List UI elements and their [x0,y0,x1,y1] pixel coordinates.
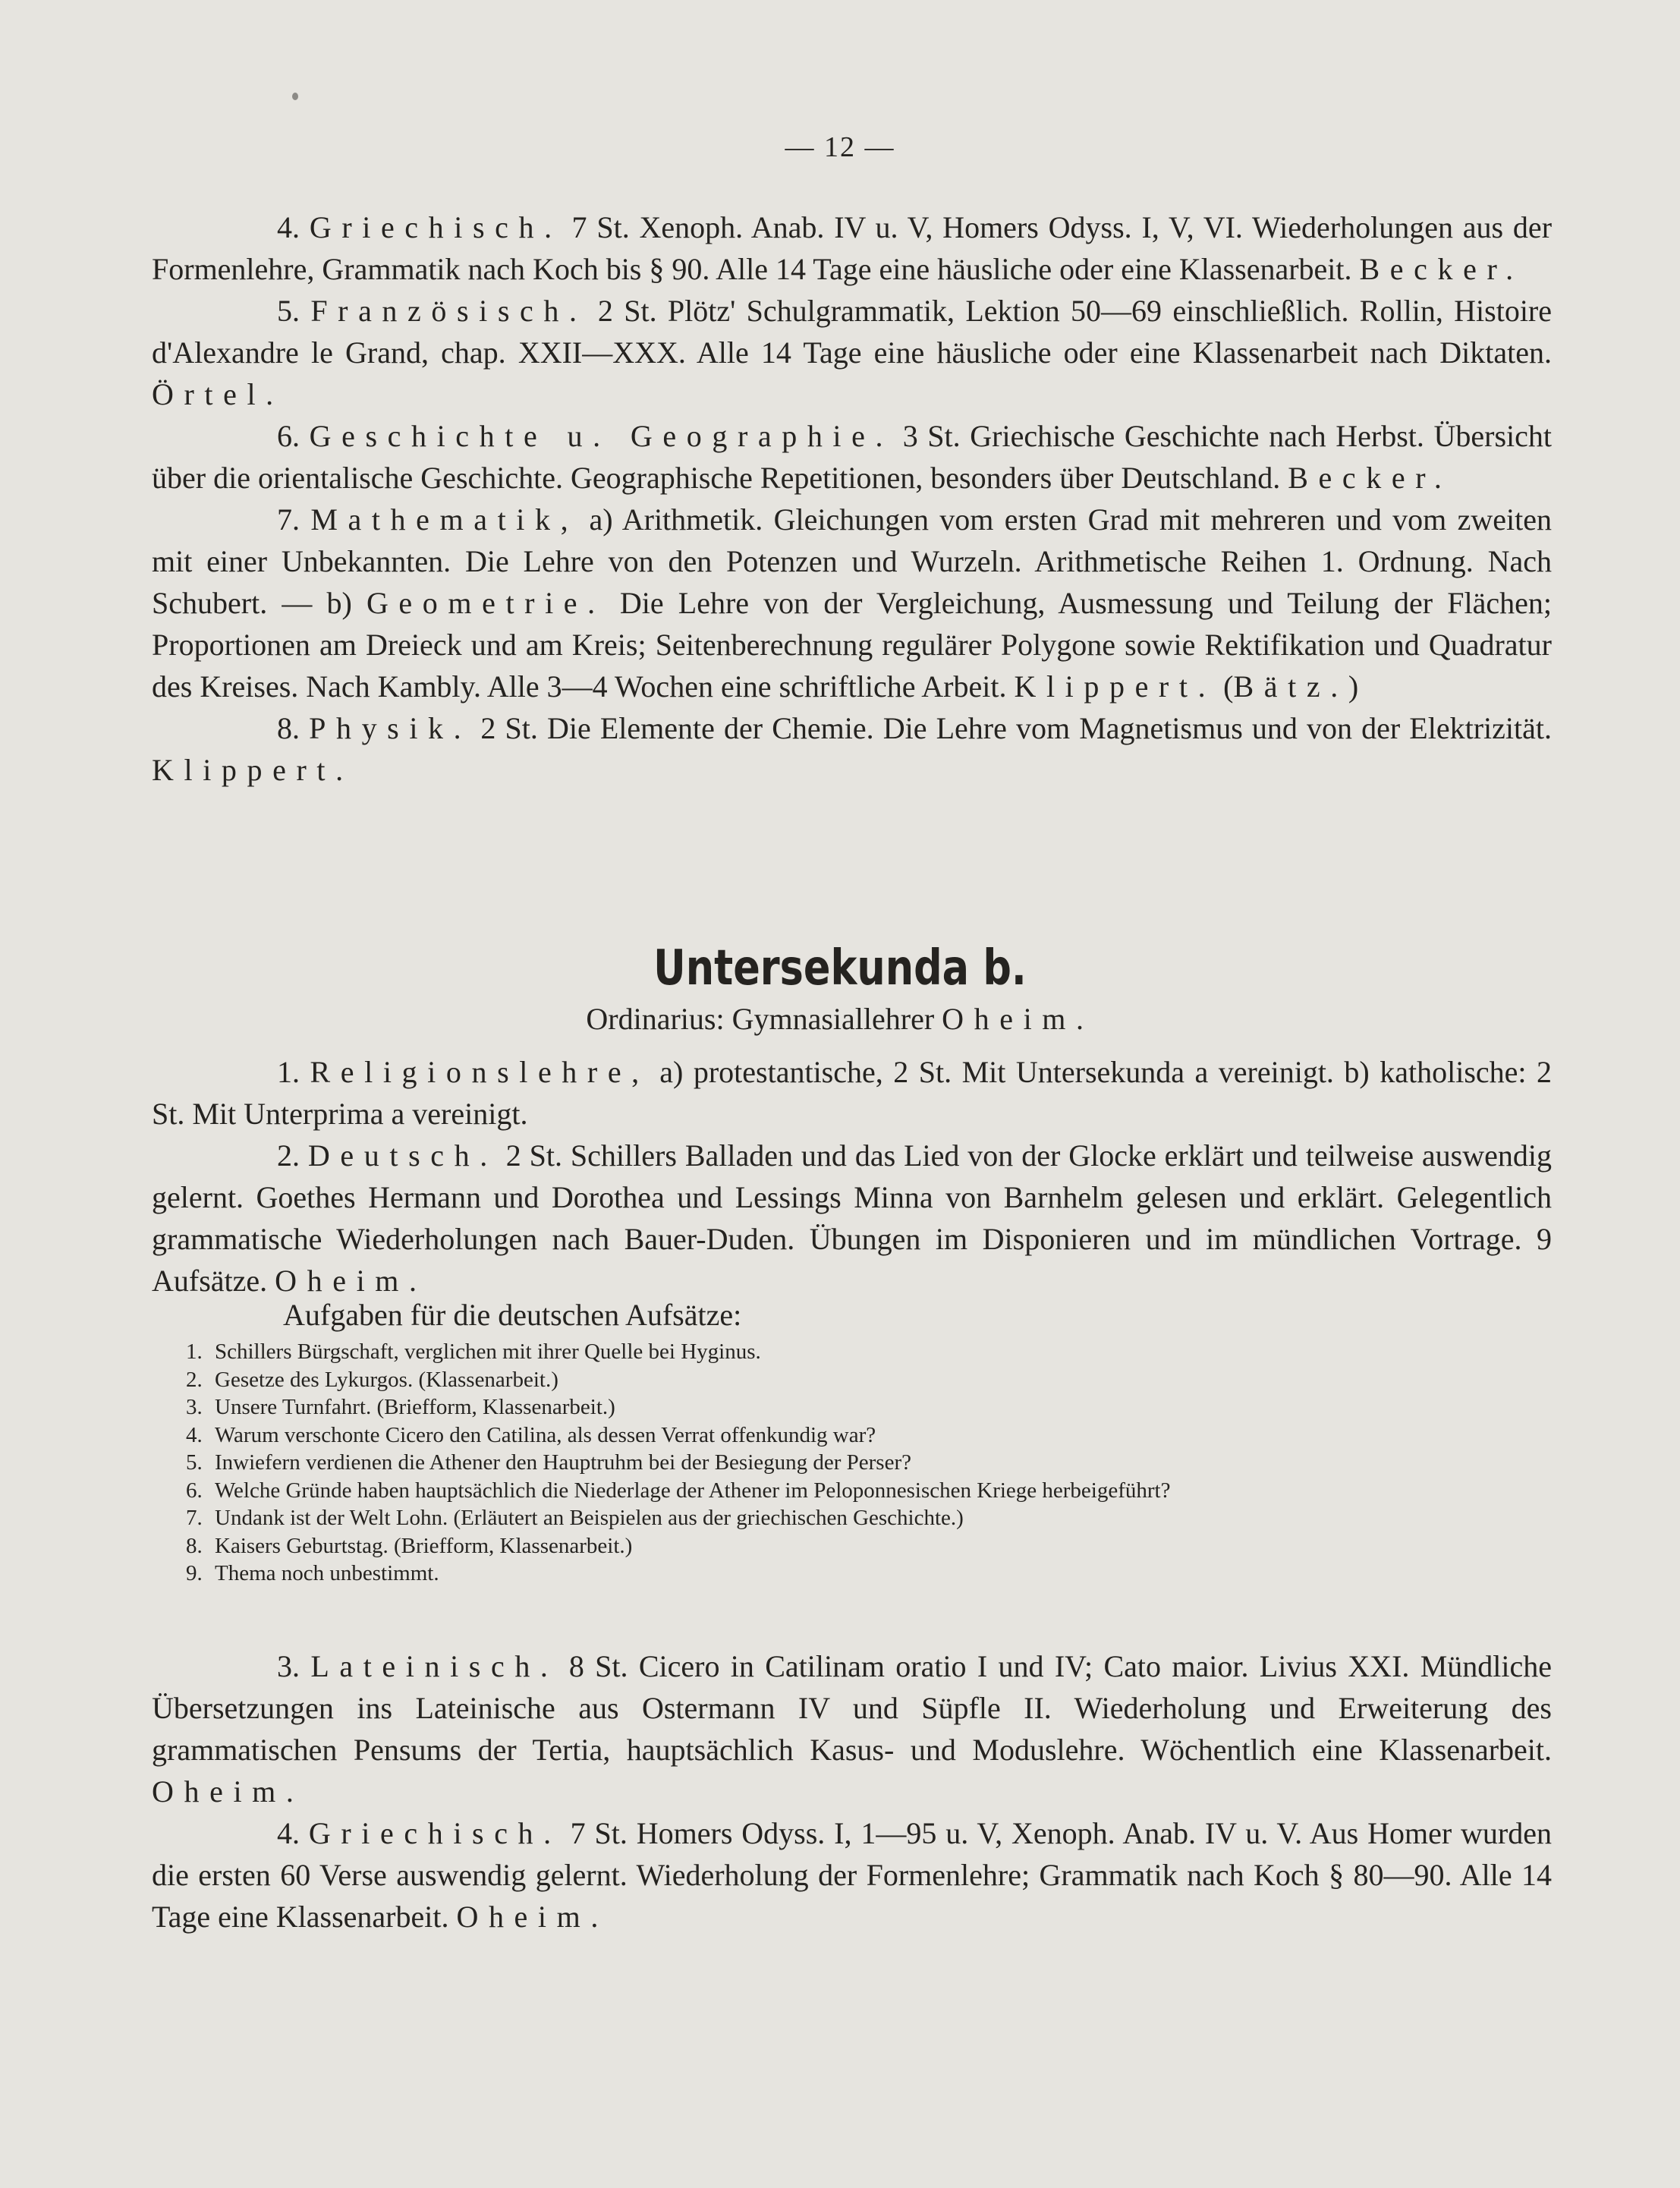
list-item: 3. Unsere Turnfahrt. (Briefform, Klassenarbeit.) [186,1395,615,1419]
subject-name: Griechisch. [309,210,562,244]
list-item: 6. Welche Gründe haben hauptsächlich die Niederlage der Athener im Peloponnesischen Kriege herbeigeführt? [186,1478,1171,1503]
essay-topics-list [186,1338,1575,1588]
list-item: 5. Inwiefern verdienen die Athener den Hauptruhm bei der Besiegung der Perser? [186,1450,911,1475]
list-item: 1. Schillers Bürgschaft, verglichen mit ihrer Quelle bei Hyginus. [186,1340,761,1364]
subject-name: Deutsch. [307,1138,498,1173]
list-item: 4. Warum verschonte Cicero den Catilina, als dessen Verrat offenkundig war? [186,1422,876,1447]
teacher-name: Oheim. [456,1900,609,1934]
subject-name: Französisch. [310,294,587,328]
subject-name: Physik. [309,711,472,745]
section-a [152,206,1552,791]
page-number: — 12 — [785,131,895,163]
section-b2 [152,1645,1552,1938]
list-item: 9. Thema noch unbestimmt. [186,1561,439,1585]
subject-name: Mathematik, [310,502,579,537]
list-item: 8. Kaisers Geburtstag. (Briefform, Klassenarbeit.) [186,1533,633,1558]
paragraph-physik: 8. Physik. 2 St. Die Elemente der Chemie. Die Lehre vom Magnetismus und von der Elektrizität. Klippert. [152,711,1552,787]
list-item: 2. Gesetze des Lykurgos. (Klassenarbeit.) [186,1367,558,1392]
print-speck [292,93,298,100]
paragraph-lateinisch: 3. Lateinisch. 8 St. Cicero in Catilinam oratio I und IV; Cato maior. Livius XXI. Mündliche Übersetzungen ins Lateinische aus Ostermann IV und Süpfle II. Wiederholung und Erweiterung des grammatischen Pensums der Tertia, hauptsächlich Kasus- und Moduslehre. Wöchentlich eine Klassenarbeit. Oheim. [152,1649,1553,1809]
list-item: 7. Undank ist der Welt Lohn. (Erläutert an Beispielen aus der griechischen Geschichte.) [186,1506,964,1530]
subject-name: Geometrie. [366,586,606,620]
teacher-name: Klippert. [1014,669,1216,704]
paragraph-mathematik: 7. Mathematik, a) Arithmetik. Gleichungen vom ersten Grad mit mehreren und vom zweiten mit einer Unbekannten. Die Lehre von den Potenzen und Wurzeln. Arithmetische Reihen 1. Ordnung. Nach Schubert. — b) Geometrie. Die Lehre von der Vergleichung, Ausmessung und Teilung der Flächen; Proportionen am Dreieck und am Kreis; Seitenberechnung regulärer Polygone sowie Rektifikation und Quadratur des Kreises. Nach Kambly. Alle 3—4 Wochen eine schriftliche Arbeit. Klippert. (Bätz.) [152,502,1553,704]
paragraph-griechisch-b: 4. Griechisch. 7 St. Homers Odyss. I, 1—95 u. V, Xenoph. Anab. IV u. V. Aus Homer wurden die ersten 60 Verse auswendig gelernt. Wiederholung der Formenlehre; Grammatik nach Koch § 80—90. Alle 14 Tage eine Klassenarbeit. Oheim. [152,1816,1553,1934]
teacher-name: Becker. [1288,461,1452,495]
teacher-name: Örtel. [152,377,284,411]
teacher-name: Oheim. [152,1774,304,1809]
teacher-name: Oheim. [275,1264,427,1298]
subject-name: Lateinisch. [310,1649,558,1683]
paragraph-geschichte: 6. Geschichte u. Geographie. 3 St. Griechische Geschichte nach Herbst. Übersicht über die orientalische Geschichte. Geographische Repetitionen, besonders über Deutschland. Becker. [152,419,1553,495]
essay-topics-heading: Aufgaben für die deutschen Aufsätze: [283,1298,742,1332]
section-b1 [152,1051,1552,1302]
teacher-name: Oheim. [942,1002,1094,1036]
paragraph-religionslehre: 1. Religionslehre, a) protestantische, 2 St. Mit Untersekunda a vereinigt. b) katholische: 2 St. Mit Unterprima a vereinigt. [152,1055,1553,1131]
subject-name: Griechisch. [308,1816,562,1850]
ordinarius-line: Ordinarius: Gymnasiallehrer Oheim. [586,1002,1094,1036]
subject-name: Religionslehre, [310,1055,650,1089]
paragraph-franzoesisch: 5. Französisch. 2 St. Plötz' Schulgrammatik, Lektion 50—69 einschließlich. Rollin, Histoire d'Alexandre le Grand, chap. XXII—XXX. Alle 14 Tage eine häusliche oder eine Klassenarbeit nach Diktaten. Örtel. [152,294,1553,411]
teacher-name: Bätz. [1233,669,1348,704]
paragraph-griechisch: 4. Griechisch. 7 St. Xenoph. Anab. IV u. V, Homers Odyss. I, V, VI. Wiederholungen aus der Formenlehre, Grammatik nach Koch bis § 90. Alle 14 Tage eine häusliche oder eine Klassenarbeit. Becker. [152,210,1553,286]
section-heading: Untersekunda b. [653,940,1027,996]
teacher-name: Klippert. [152,753,354,787]
paragraph-deutsch: 2. Deutsch. 2 St. Schillers Balladen und das Lied von der Glocke erklärt und teilweise auswendig gelernt. Goethes Hermann und Dorothea und Lessings Minna von Barnhelm gelesen und erklärt. Gelegentlich grammatische Wiederholungen nach Bauer-Duden. Übungen im Disponieren und im mündlichen Vortrage. 9 Aufsätze. Oheim. [152,1138,1553,1298]
subject-name: Geschichte u. Geographie. [309,419,894,453]
teacher-name: Becker. [1359,252,1524,286]
